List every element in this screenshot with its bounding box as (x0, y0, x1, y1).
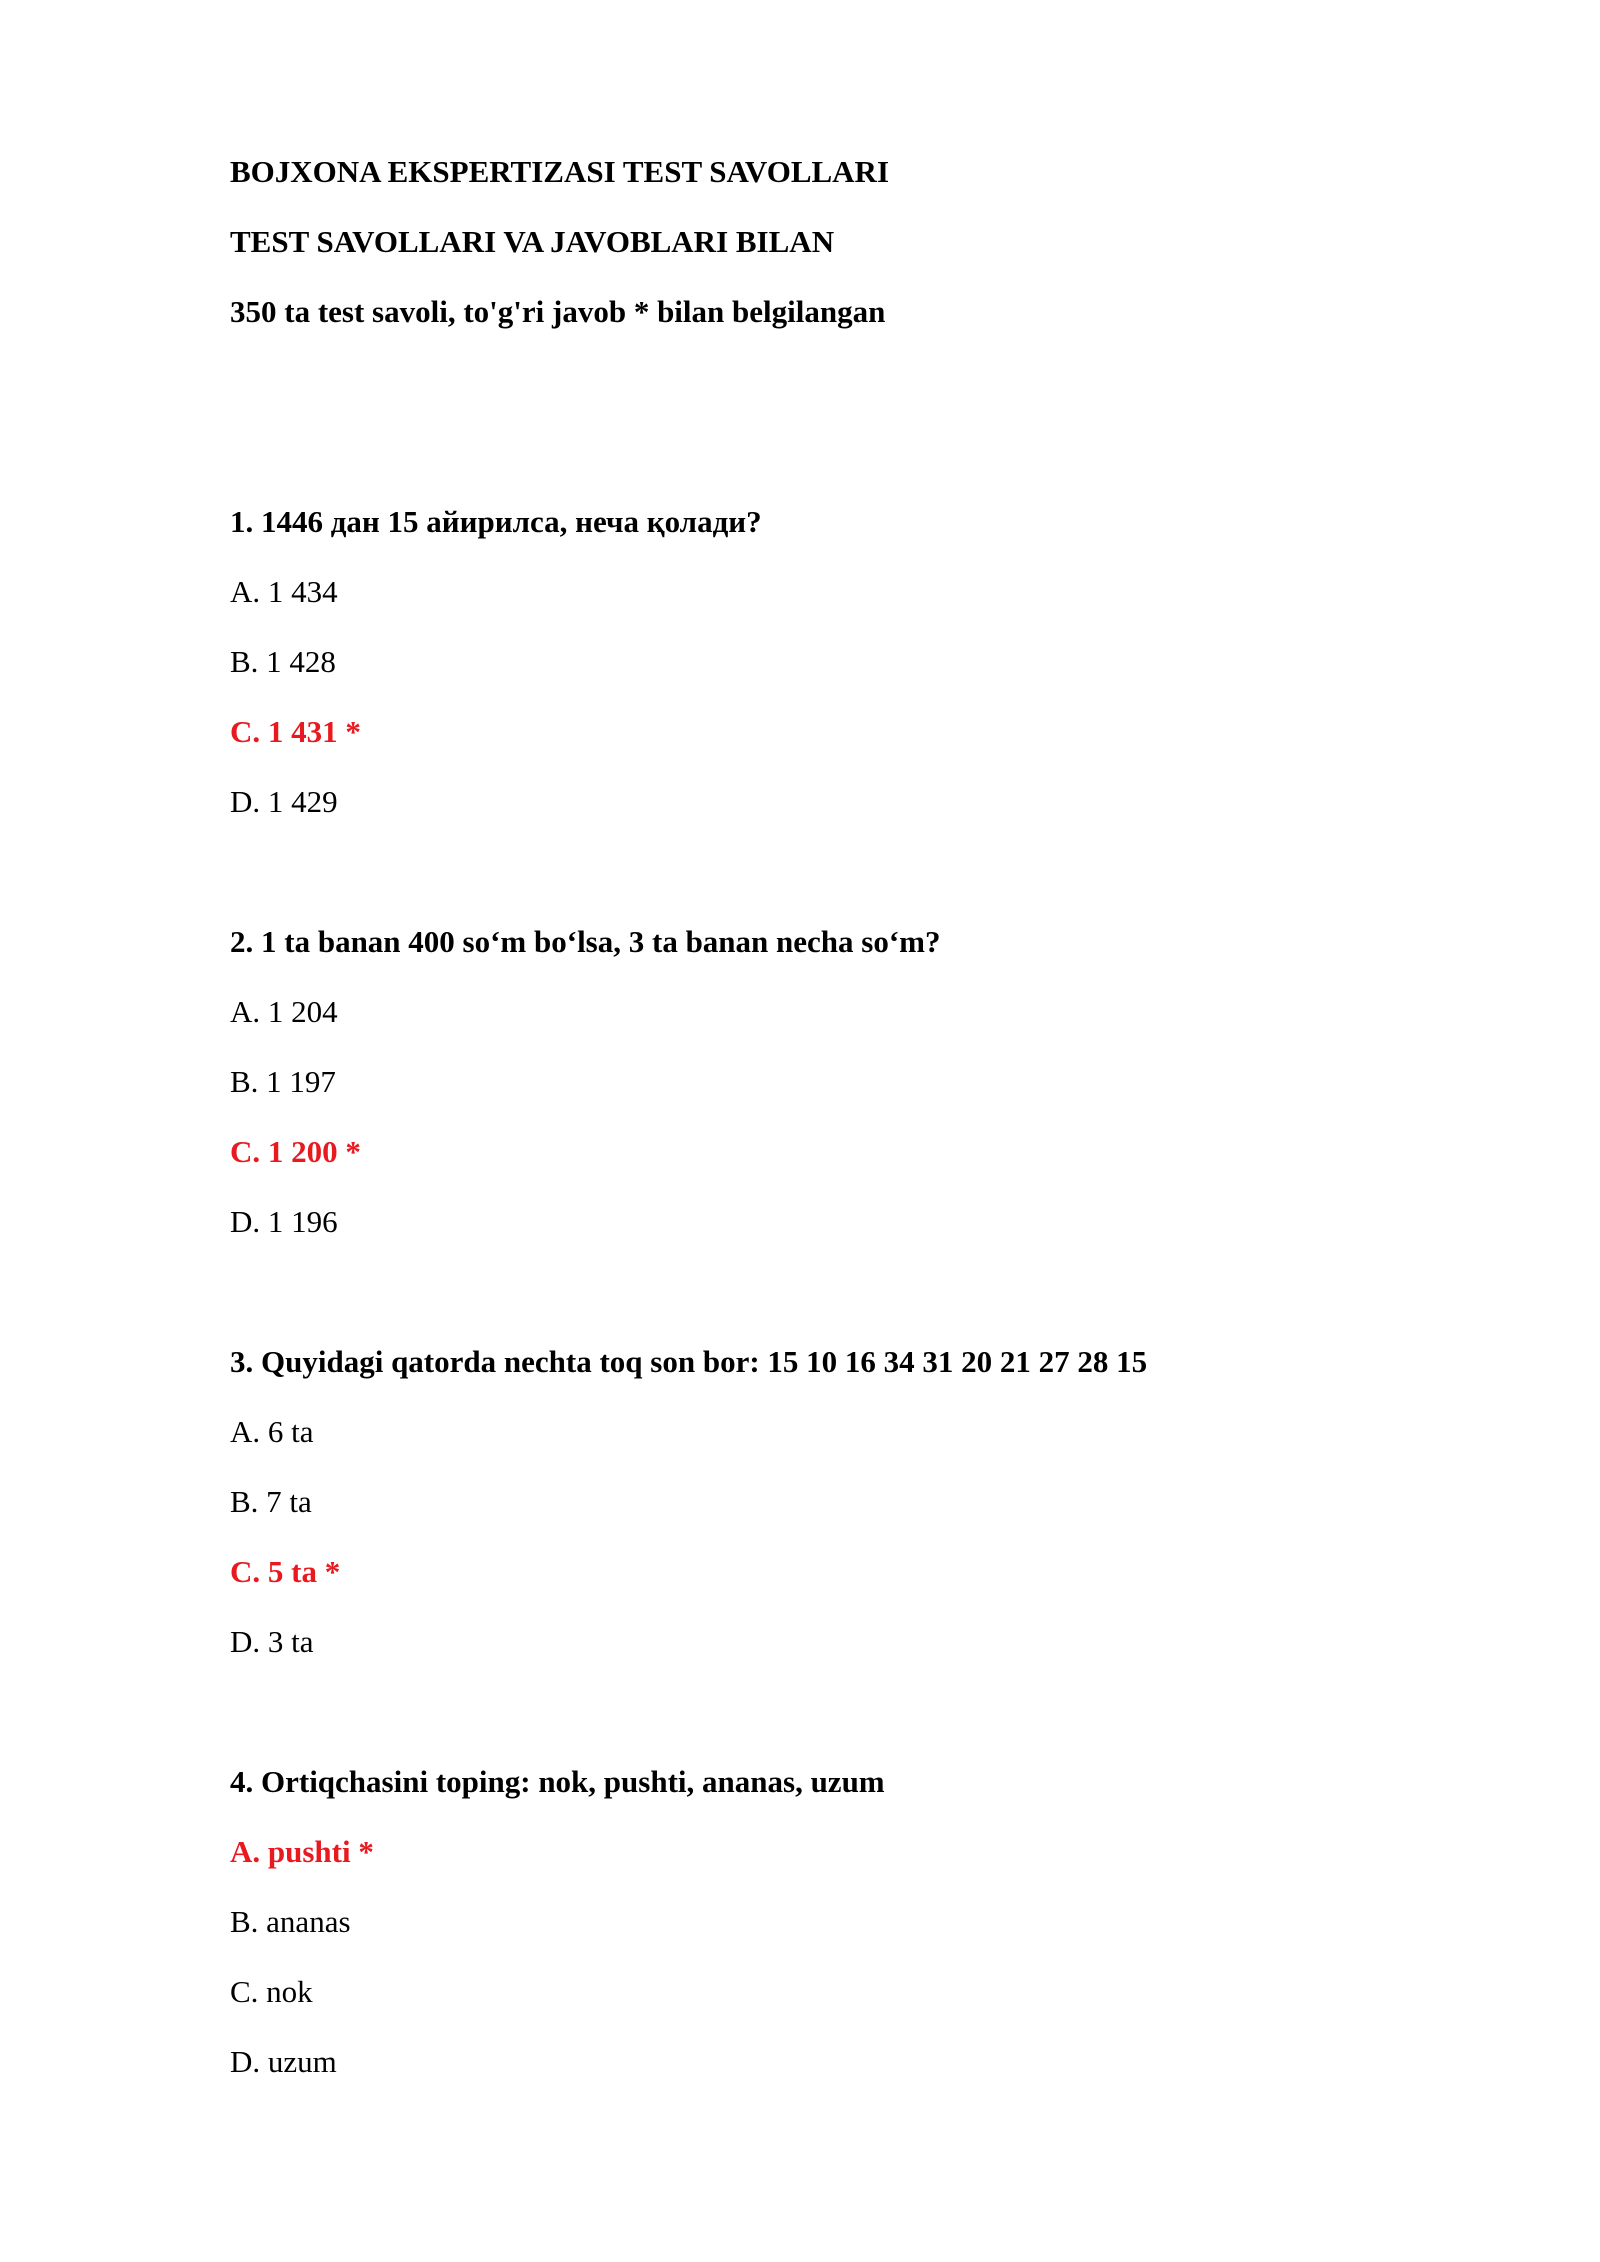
answer-option-correct: C. 1 200 * (230, 1134, 361, 1169)
answer-option-correct: A. pushti * (230, 1834, 374, 1869)
document-note: 350 ta test savoli, to'g'ri javob * bilan belgilangan (230, 294, 886, 329)
answer-option: A. 1 204 (230, 994, 338, 1029)
answer-option: D. 1 196 (230, 1204, 338, 1239)
answer-option: D. 1 429 (230, 784, 338, 819)
answer-option: D. uzum (230, 2044, 337, 2079)
answer-option: A. 6 ta (230, 1414, 314, 1449)
document-subtitle: TEST SAVOLLARI VA JAVOBLARI BILAN (230, 224, 835, 259)
answer-option-correct: C. 5 ta * (230, 1554, 341, 1589)
question-text: 2. 1 ta banan 400 so‘m bo‘lsa, 3 ta banan necha so‘m? (230, 924, 941, 959)
answer-option: C. nok (230, 1974, 313, 2009)
document-title: BOJXONA EKSPERTIZASI TEST SAVOLLARI (230, 154, 890, 189)
answer-option: D. 3 ta (230, 1624, 314, 1659)
question-text: 1. 1446 дан 15 айирилса, неча қолади? (230, 504, 762, 539)
answer-option: B. 1 428 (230, 644, 336, 679)
answer-option: A. 1 434 (230, 574, 338, 609)
answer-option-correct: C. 1 431 * (230, 714, 361, 749)
answer-option: B. 1 197 (230, 1064, 336, 1099)
question-text: 3. Quyidagi qatorda nechta toq son bor: 15 10 16 34 31 20 21 27 28 15 (230, 1344, 1148, 1379)
question-text: 4. Ortiqchasini toping: nok, pushti, ananas, uzum (230, 1764, 885, 1799)
answer-option: B. ananas (230, 1904, 351, 1939)
answer-option: B. 7 ta (230, 1484, 312, 1519)
